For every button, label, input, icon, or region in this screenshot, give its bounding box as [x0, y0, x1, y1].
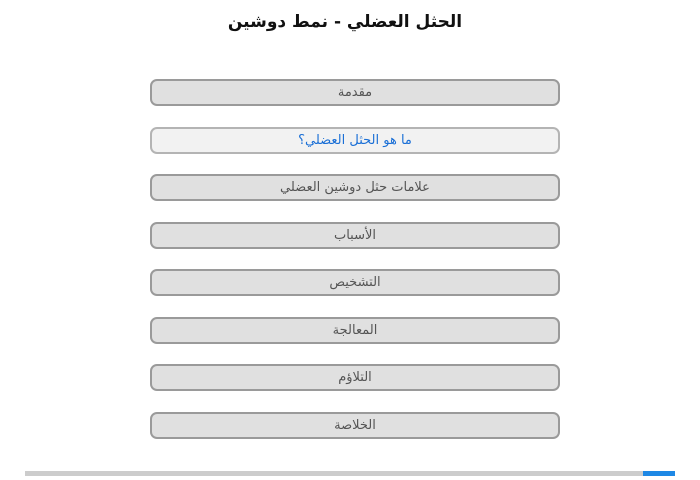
page-title: الحثل العضلي - نمط دوشين	[227, 12, 463, 32]
progress-bar-fill	[643, 471, 676, 476]
menu-item-causes[interactable]: الأسباب	[150, 222, 560, 249]
menu-item-summary[interactable]: الخلاصة	[150, 412, 560, 439]
menu-item-adaptation[interactable]: التلاؤم	[150, 364, 560, 391]
menu-item-diagnosis[interactable]: التشخيص	[150, 269, 560, 296]
progress-bar	[25, 471, 675, 476]
menu-item-introduction[interactable]: مقدمة	[150, 79, 560, 106]
menu-item-signs[interactable]: علامات حثل دوشين العضلي	[150, 174, 560, 201]
chapter-menu	[150, 79, 560, 459]
menu-item-treatment[interactable]: المعالجة	[150, 317, 560, 344]
menu-item-what-is-muscular-dystrophy[interactable]: ما هو الحثل العضلي؟	[150, 127, 560, 154]
